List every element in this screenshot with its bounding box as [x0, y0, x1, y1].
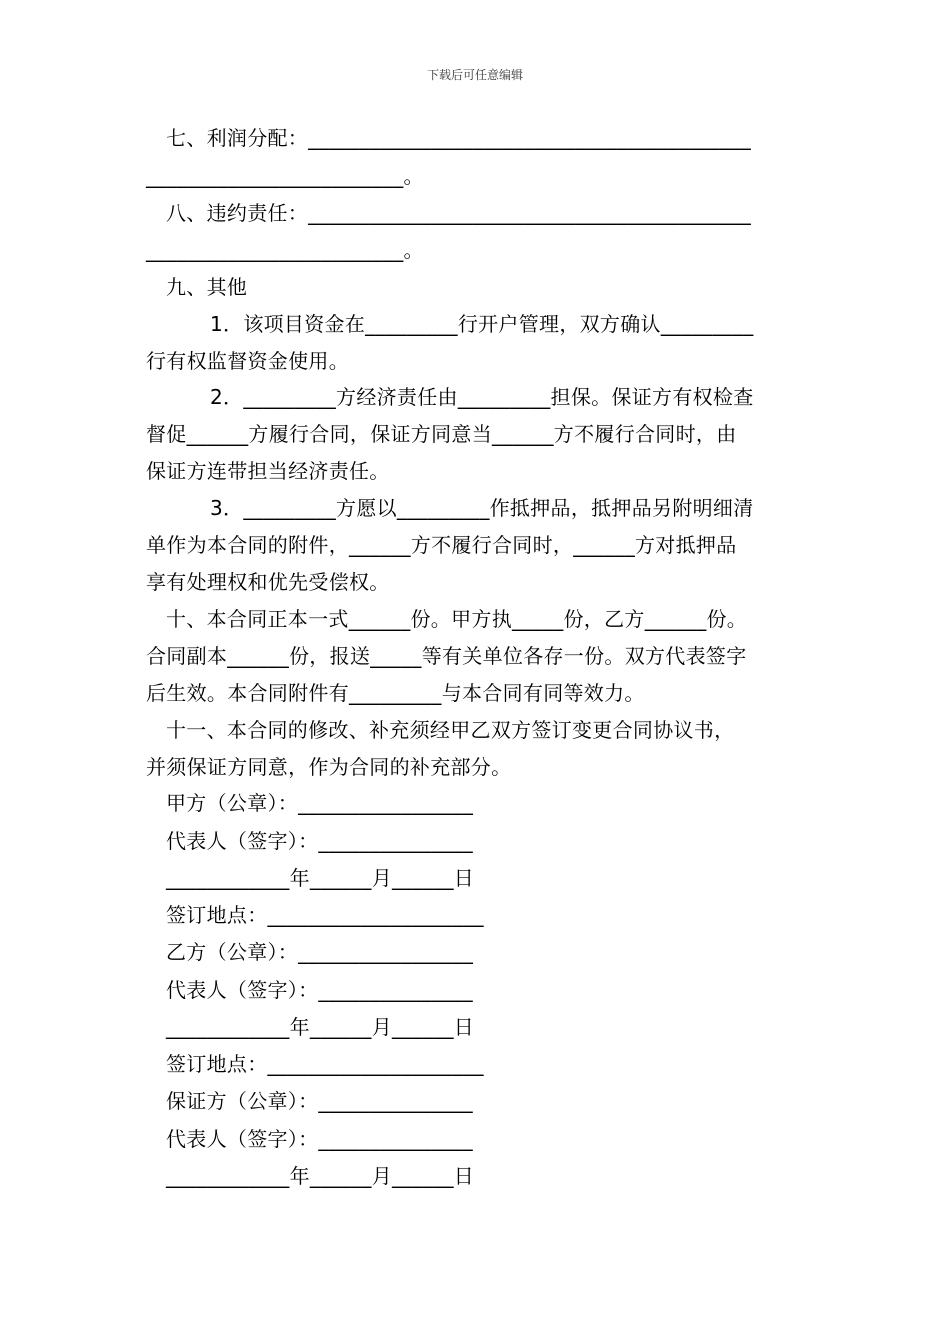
clause-10-cont: 合同副本______份，报送_____等有关单位各存一份。双方代表签字 — [146, 644, 747, 668]
clause-9-item-2-cont: 督促______方履行合同，保证方同意当______方不履行合同时，由 — [146, 422, 737, 446]
guarantor-seal: 保证方（公章）：_______________ — [166, 1089, 473, 1113]
party-a-representative: 代表人（签字）：_______________ — [166, 829, 473, 853]
clause-9-item-2: 2．_________方经济责任由_________担保。保证方有权检查 — [210, 385, 754, 409]
clause-7: 七、利润分配：___________________________________________ — [166, 126, 751, 150]
clause-7-cont: _________________________。 — [146, 164, 424, 188]
page-header: 下载后可任意编辑 — [426, 68, 523, 82]
guarantor-representative: 代表人（签字）：_______________ — [166, 1127, 473, 1151]
clause-8-cont: _________________________。 — [146, 238, 424, 262]
clause-9-item-2-cont: 保证方连带担当经济责任。 — [146, 459, 390, 483]
party-b-representative: 代表人（签字）：_______________ — [166, 978, 473, 1002]
party-a-place: 签订地点：_____________________ — [166, 903, 484, 927]
guarantor-date: ____________年______月______日 — [166, 1164, 475, 1188]
clause-9-item-1: 1．该项目资金在_________行开户管理，双方确认_________ — [210, 312, 754, 336]
party-b-date: ____________年______月______日 — [166, 1015, 475, 1039]
party-a-date: ____________年______月______日 — [166, 866, 475, 890]
clause-11-cont: 并须保证方同意，作为合同的补充部分。 — [146, 755, 512, 779]
clause-9-item-1-cont: 行有权监督资金使用。 — [146, 349, 349, 373]
party-a-seal: 甲方（公章）：_________________ — [166, 791, 474, 815]
clause-9-item-3-cont: 享有处理权和优先受偿权。 — [146, 570, 390, 594]
party-b-seal: 乙方（公章）：_________________ — [166, 940, 474, 964]
clause-9-item-3: 3．_________方愿以_________作抵押品，抵押品另附明细清 — [210, 496, 754, 520]
clause-10-cont: 后生效。本合同附件有_________与本合同有同等效力。 — [146, 681, 645, 705]
clause-11: 十一、本合同的修改、补充须经甲乙双方签订变更合同协议书， — [166, 718, 735, 742]
clause-9-item-3-cont: 单作为本合同的附件，______方不履行合同时，______方对抵押品 — [146, 533, 737, 557]
clause-8: 八、违约责任：___________________________________________ — [166, 201, 751, 225]
party-b-place: 签订地点：_____________________ — [166, 1052, 484, 1076]
clause-10: 十、本合同正本一式______份。甲方执_____份，乙方______份。 — [166, 607, 748, 631]
clause-9-heading: 九、其他 — [166, 275, 248, 299]
